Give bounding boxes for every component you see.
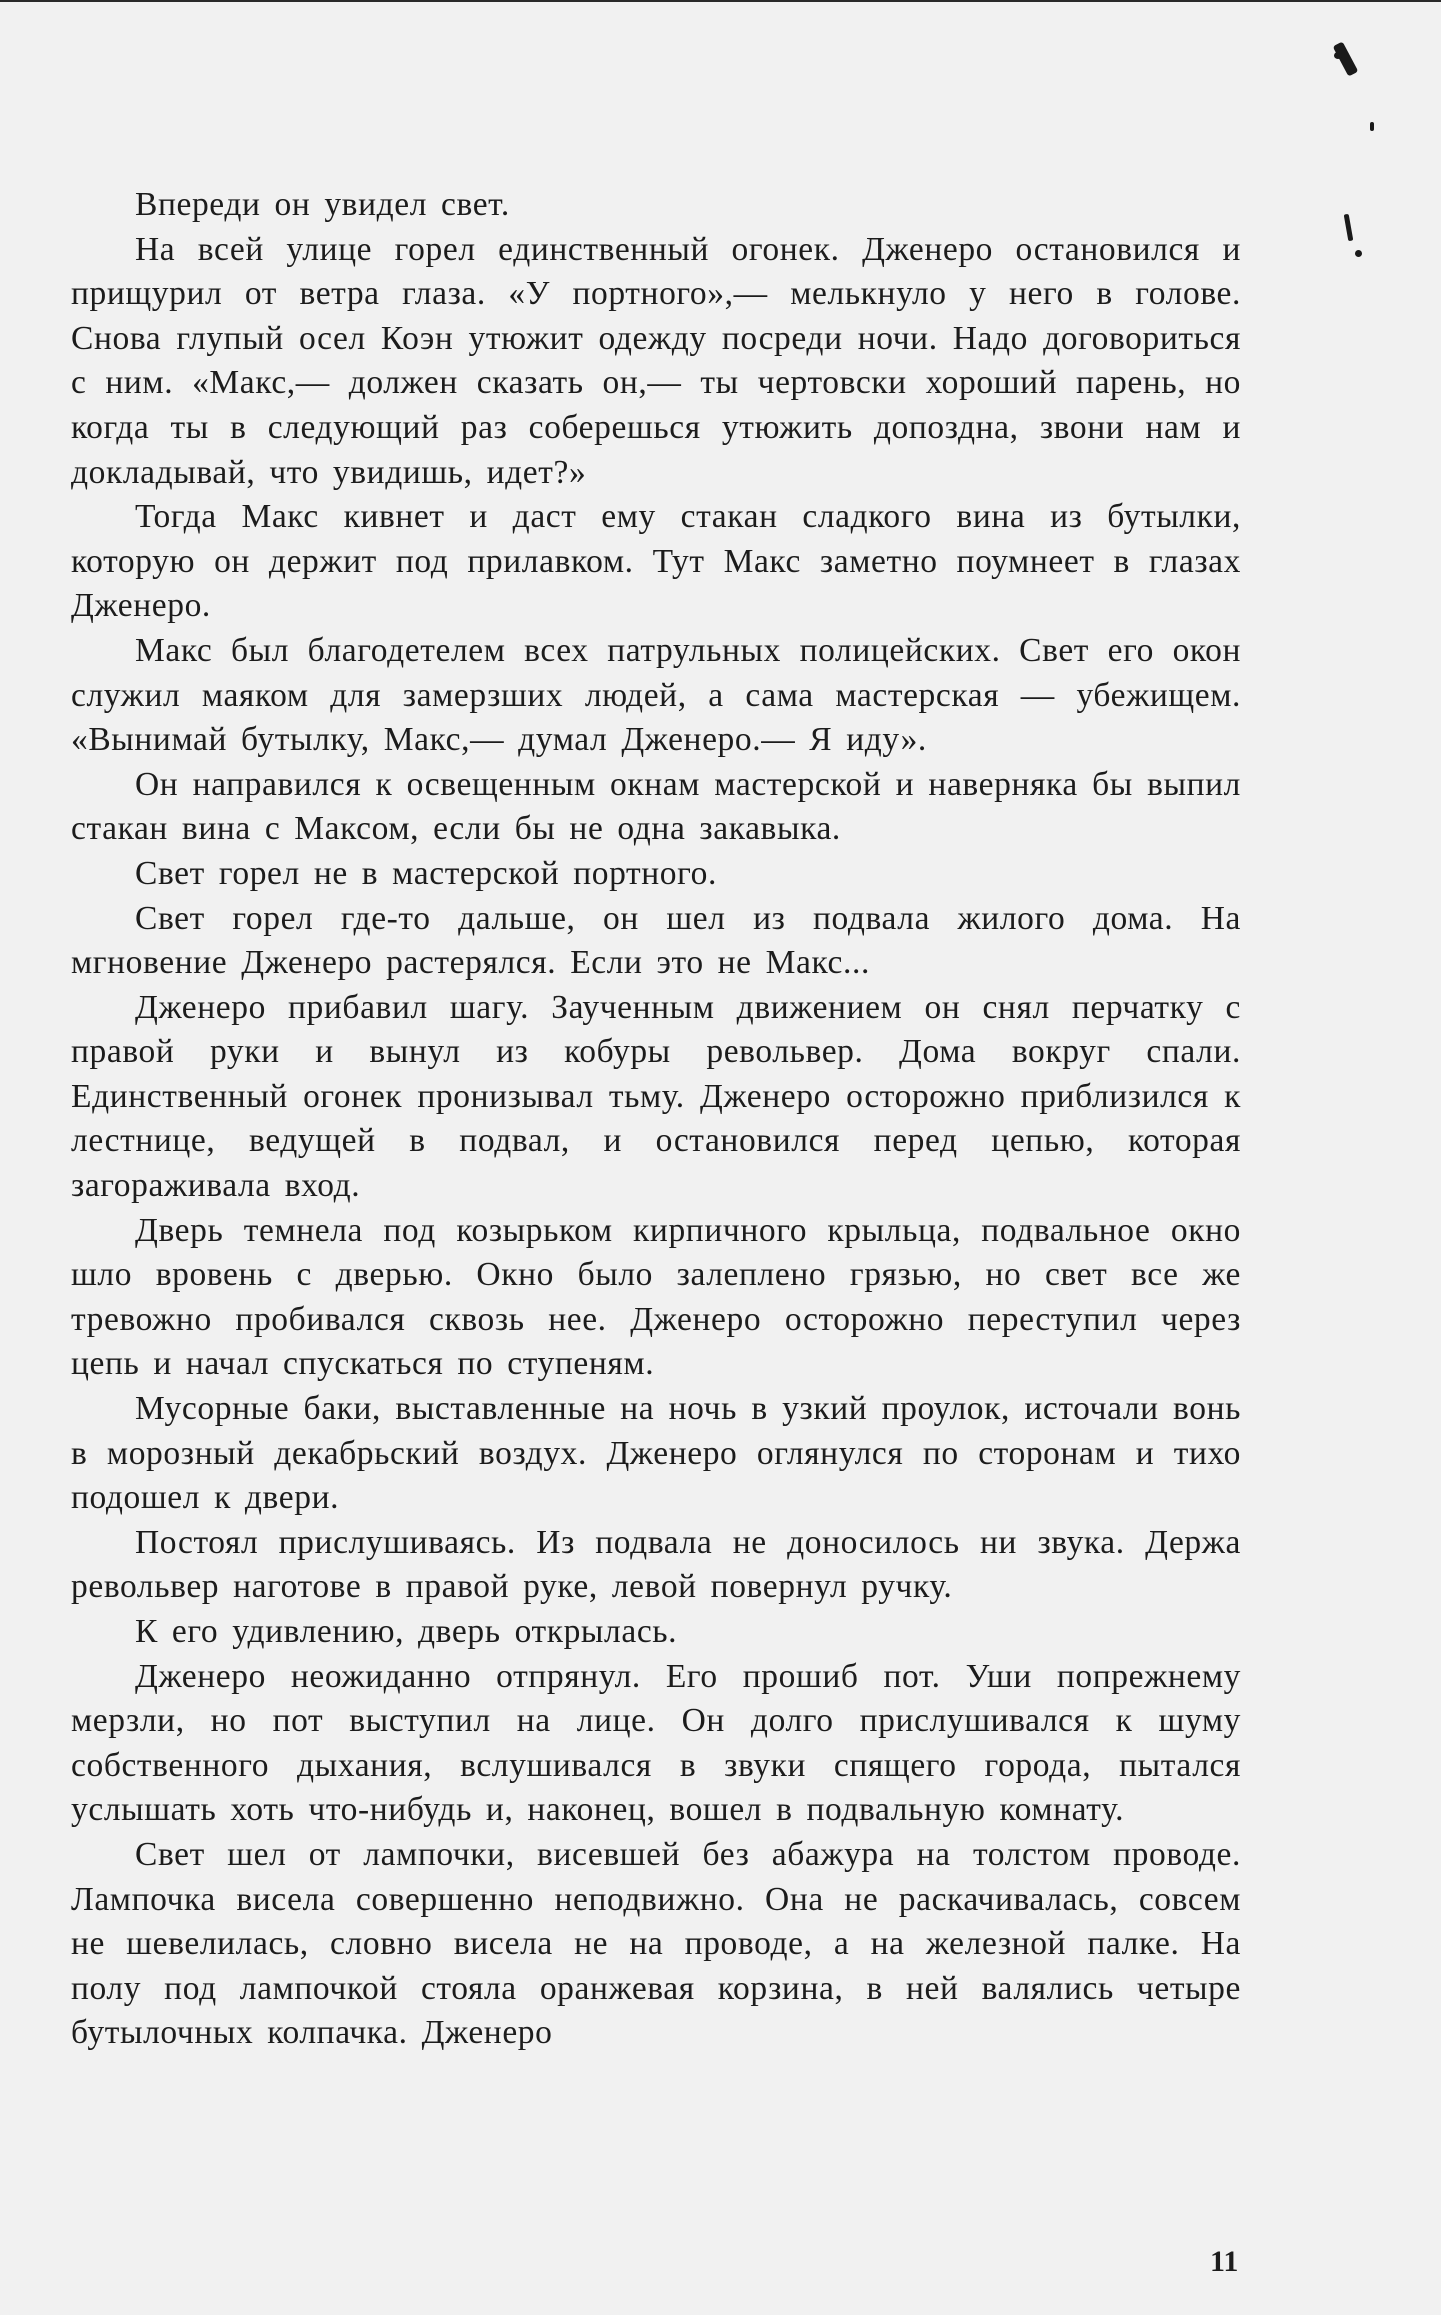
scan-speck xyxy=(1333,41,1359,76)
paragraph: Свет шел от лампочки, висевшей без абажура на толстом проводе. Лампочка висела совершенно неподвижно. Она не раскачивалась, совсем не шевелилась, словно висела не на проводе, а на железной палке. На полу под лампочкой стояла оранжевая корзина, в ней валялись четыре бутылочных колпачка. Дженеро xyxy=(71,1835,1241,2052)
paragraph: На всей улице горел единственный огонек. Дженеро остановился и прищурил от ветра глаза. «У портного»,— мелькнуло у него в голове. Снова глупый осел Коэн утюжит одежду посреди ночи. Надо договориться с ним. «Макс,— должен сказать он,— ты чертовски хороший парень, но когда ты в следующий раз соберешься утюжить допоздна, звони нам и докладывай, что увидишь, идет?» xyxy=(71,230,1241,491)
paragraph: Тогда Макс кивнет и даст ему стакан сладкого вина из бутылки, которую он держит под прилавком. Тут Макс заметно поумнеет в глазах Дженеро. xyxy=(71,498,1241,625)
paragraph: Дженеро неожиданно отпрянул. Его прошиб пот. Уши попрежнему мерзли, но пот выступил на лице. Он долго прислушивался к шуму собственного дыхания, вслушивался в звуки спящего города, пытался услышать хоть что-нибудь и, наконец, вошел в подвальную комнату. xyxy=(71,1657,1241,1829)
scan-top-edge xyxy=(0,0,1441,2)
paragraph: Дверь темнела под козырьком кирпичного крыльца, подвальное окно шло вровень с дверью. Окно было залеплено грязью, но свет все же тревожно пробивался сквозь нее. Дженеро осторожно переступил через цепь и начал спускаться по ступеням. xyxy=(71,1211,1241,1383)
scan-speck xyxy=(1334,52,1342,59)
scan-speck xyxy=(1344,214,1354,241)
scan-speck xyxy=(1370,122,1374,131)
paragraph: Впереди он увидел свет. xyxy=(135,186,510,223)
paragraph: Он направился к освещенным окнам мастерской и наверняка бы выпил стакан вина с Максом, если бы не одна закавыка. xyxy=(71,765,1241,848)
paragraph: Свет горел не в мастерской портного. xyxy=(135,854,717,892)
paragraph: Постоял прислушиваясь. Из подвала не доносилось ни звука. Держа револьвер наготове в правой руке, левой повернул ручку. xyxy=(71,1523,1241,1606)
paragraph: К его удивлению, дверь открылась. xyxy=(135,1613,678,1650)
paragraph: Мусорные баки, выставленные на ночь в узкий проулок, источали вонь в морозный декабрьский воздух. Дженеро оглянулся по сторонам и тихо подошел к двери. xyxy=(71,1390,1241,1517)
paragraph: Свет горел где-то дальше, он шел из подвала жилого дома. На мгновение Дженеро растерялся. Если это не Макс... xyxy=(71,899,1241,982)
paragraph: Дженеро прибавил шагу. Заученным движением он снял перчатку с правой руки и вынул из кобуры револьвер. Дома вокруг спали. Единственный огонек пронизывал тьму. Дженеро осторожно приблизился к лестнице, ведущей в подвал, и остановился перед цепью, которая загораживала вход. xyxy=(71,988,1241,1205)
page-number: 11 xyxy=(1210,2245,1239,2278)
paragraph: Макс был благодетелем всех патрульных полицейских. Свет его окон служил маяком для замерзших людей, а сама мастерская — убежищем. «Вынимай бутылку, Макс,— думал Дженеро.— Я иду». xyxy=(71,631,1241,759)
body-text xyxy=(71,183,1241,2056)
scan-speck xyxy=(1355,250,1362,257)
